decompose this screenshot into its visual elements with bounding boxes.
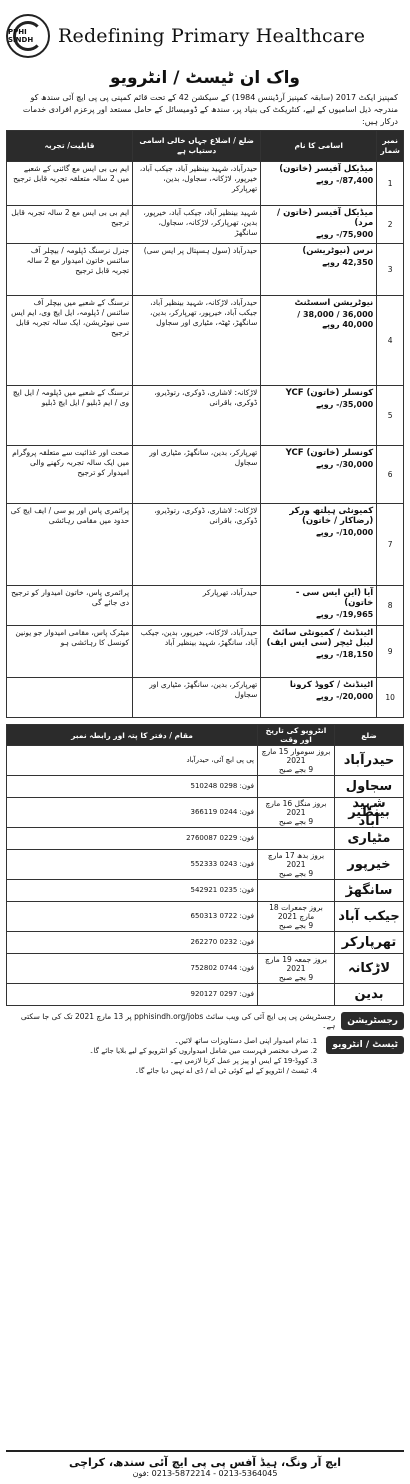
tagline: Redefining Primary Healthcare — [58, 25, 366, 47]
job-qualification: ایم بی بی ایس مع 2 سالہ تجربہ قابل ترجیح — [7, 206, 133, 244]
job-post — [261, 244, 377, 296]
job-row — [7, 296, 404, 386]
job-districts: لاڑکانہ: لاشاری، ڈوکری، رتوڈیرو، ڈوکری، باقرانی — [133, 386, 261, 446]
job-serial: 2 — [377, 206, 404, 244]
job-post-title: کونسلر (خاتون) YCF — [285, 388, 374, 398]
job-qualification: پرائمری پاس اور یو سی / ایف ایچ کی حدود میں مقامی رہائشی — [7, 504, 133, 586]
schedule-district: مٹیاری — [335, 828, 404, 850]
schedule-date — [258, 850, 335, 880]
job-serial: 1 — [377, 162, 404, 206]
job-row — [7, 386, 404, 446]
schedule-row — [7, 954, 404, 984]
schedule-district: لاڑکانہ — [335, 954, 404, 984]
notes-list — [89, 1036, 320, 1116]
job-qualification: میٹرک پاس، مقامی امیدوار جو یونین کونسل کا رہائشی ہو — [7, 626, 133, 678]
col-district: ضلع / اضلاع جہاں خالی اسامی دستیاب ہے — [133, 131, 261, 162]
schedule-row — [7, 880, 404, 902]
jobs-header-row — [7, 131, 404, 162]
footer-phones: 0213-5364045 - 0213-5872214 :فون — [132, 1469, 278, 1478]
job-serial: 7 — [377, 504, 404, 586]
job-serial: 3 — [377, 244, 404, 296]
job-post — [261, 586, 377, 626]
schedule-district: بدین — [335, 984, 404, 1006]
job-post — [261, 296, 377, 386]
registration-text: رجسٹریشن پی پی ایچ آئی کی ویب سائٹ pphisindh.org/jobs پر 13 مارچ 2021 تک کی جا سکتی ہے۔ — [20, 1012, 336, 1030]
schedule-address: فون: 0744 752802 — [7, 954, 258, 984]
footer-address: ایچ آر ونگ، ہیڈ آفس پی پی ایچ آئی سندھ، کراچی — [68, 1456, 342, 1469]
schedule-time: 9 بجے صبح — [278, 921, 314, 930]
intro-text: کمپنیز ایکٹ 2017 (سابقہ کمپنیز آرڈیننس 1984) کے سیکشن 42 کے تحت قائم کمپنی پی پی ایچ آئی سندھ کو مندرجہ ذیل اسامیوں کے لیے، کنٹریکٹ کی بنیاد پر، سندھ کے ڈومیسائل کے حامل مستعد اور پرعزم افرادی خدمات درکار ہیں: — [22, 93, 398, 126]
registration-row — [6, 1006, 404, 1036]
schedule-address: فون: 0232 262270 — [7, 932, 258, 954]
job-qualification: جنرل نرسنگ ڈپلومہ / بیچلر آف سائنس خاتون امیدوار مع 2 سالہ تجربہ قابل ترجیح — [7, 244, 133, 296]
schedule-row — [7, 776, 404, 798]
registration-label: رجسٹریشن — [341, 1012, 404, 1030]
job-post-title: کمیونٹی ہیلتھ ورکر (رضاکار / خاتون) — [289, 506, 374, 526]
job-districts: شہید بینظیر آباد، جیکب آباد، خیرپور، بدین، تھرپارکر، لاڑکانہ، سجاول، سانگھڑ — [133, 206, 261, 244]
schedule-date — [258, 984, 335, 1006]
schedule-address: فون: 0243 552333 — [7, 850, 258, 880]
schedule-date — [258, 954, 335, 984]
job-post-title: میڈیکل آفیسر (خاتون) — [279, 164, 374, 174]
footer — [6, 1450, 404, 1478]
schedule-date — [258, 798, 335, 828]
job-districts: حیدرآباد، لاڑکانہ، خیرپور، بدین، جیکب آباد، سانگھڑ، شہید بینظیر آباد — [133, 626, 261, 678]
schedule-district: سجاول — [335, 776, 404, 798]
schedule-date — [258, 776, 335, 798]
job-post — [261, 162, 377, 206]
job-districts: تھرپارکر، بدین، سانگھڑ، مٹیاری اور سجاول — [133, 446, 261, 504]
job-serial: 5 — [377, 386, 404, 446]
job-salary: 35,000/- روپے — [316, 400, 374, 409]
job-serial: 4 — [377, 296, 404, 386]
job-serial: 9 — [377, 626, 404, 678]
schedule-date-text: بروز جمعرات 18 مارچ 2021 — [269, 903, 323, 921]
schedule-time: 9 بجے صبح — [278, 973, 314, 982]
job-qualification: نرسنگ کے شعبے میں ڈپلومہ / ایل ایچ وی / ایم ڈبلیو / ایل ایچ ڈبلیو — [7, 386, 133, 446]
job-row — [7, 446, 404, 504]
job-qualification: پرائمری پاس، خاتون امیدوار کو ترجیح دی جائے گی — [7, 586, 133, 626]
schedule-date-text: بروز بدھ 17 مارچ 2021 — [267, 851, 325, 869]
job-row — [7, 162, 404, 206]
job-salary: 18,150/- روپے — [316, 650, 374, 659]
note-item: 3. کووڈ-19 کے ایس او پیز پر عمل کرنا لازمی ہے۔ — [89, 1056, 308, 1066]
job-row — [7, 678, 404, 718]
schedule-row — [7, 746, 404, 776]
job-districts: تھرپارکر، بدین، سانگھڑ، مٹیاری اور سجاول — [133, 678, 261, 718]
note-item: 2. صرف مختصر فہرست میں شامل امیدواروں کو انٹرویو کے لیے بلایا جائے گا۔ — [89, 1046, 308, 1056]
job-salary: 87,400/- روپے — [316, 176, 374, 185]
job-post — [261, 678, 377, 718]
test-label: ٹیسٹ / انٹرویو — [326, 1036, 404, 1054]
schedule-district: جیکب آباد — [335, 902, 404, 932]
job-post — [261, 504, 377, 586]
job-salary: 10,000/- روپے — [316, 528, 374, 537]
job-post-title: آیا (این ایس سی - خاتون) — [295, 588, 374, 608]
schedule-address: فون: 0297 920127 — [7, 984, 258, 1006]
schedule-date — [258, 880, 335, 902]
schedule-address: فون: 0244 366119 — [7, 798, 258, 828]
job-districts: حیدرآباد، لاڑکانہ، شہید بینظیر آباد، جیکب آباد، خیرپور، تھرپارکر، بدین، سانگھڑ، ٹھٹہ، مٹیاری اور سجاول — [133, 296, 261, 386]
job-serial: 6 — [377, 446, 404, 504]
job-row — [7, 504, 404, 586]
schedule-date — [258, 932, 335, 954]
job-districts: حیدرآباد، شہید بینظیر آباد، جیکب آباد، خیرپور، لاڑکانہ، سجاول، بدین، تھرپارکر — [133, 162, 261, 206]
schedule-district: سانگھڑ — [335, 880, 404, 902]
schedule-table — [6, 724, 404, 1006]
schedule-header-row — [7, 725, 404, 746]
schedule-district: تھرپارکر — [335, 932, 404, 954]
job-districts: حیدرآباد (سول ہسپتال پر ایس سی) — [133, 244, 261, 296]
job-row — [7, 244, 404, 296]
col-post: اسامی کا نام — [261, 131, 377, 162]
note-item: 4. ٹیسٹ / انٹرویو کے لیے کوئی ٹی اے / ڈی اے نہیں دیا جائے گا۔ — [89, 1066, 308, 1076]
job-row — [7, 626, 404, 678]
job-qualification: نرسنگ کے شعبے میں بیچلر آف سائنس / ڈپلومہ، ایل ایچ وی، ایم ایس سی نیوٹریشن، ایک سالہ تجربہ قابل ترجیح — [7, 296, 133, 386]
schedule-row — [7, 932, 404, 954]
schedule-address: فون: 0235 542921 — [7, 880, 258, 902]
job-salary: 20,000/- روپے — [316, 692, 374, 701]
schedule-address: پی پی ایچ آئی، حیدرآباد — [7, 746, 258, 776]
schedule-date — [258, 746, 335, 776]
job-post-title: کونسلر (خاتون) YCF — [285, 448, 374, 458]
schedule-date-text: بروز جمعہ 19 مارچ 2021 — [265, 955, 327, 973]
pphi-logo: PPHI SINDH — [6, 14, 50, 58]
job-post — [261, 206, 377, 244]
schedule-district: خیرپور — [335, 850, 404, 880]
schedule-date-text: بروز سوموار 15 مارچ 2021 — [261, 747, 331, 765]
schedule-time: 9 بجے صبح — [278, 765, 314, 774]
job-row — [7, 586, 404, 626]
job-qualification — [7, 678, 133, 718]
schedule-row — [7, 828, 404, 850]
sched-col-district: ضلع — [335, 725, 404, 746]
job-post-title: اٹینڈنٹ / کووڈ کرونا — [289, 680, 374, 690]
job-salary: 19,965/- روپے — [316, 610, 374, 619]
job-post-title: نیوٹریشن اسسٹنٹ — [294, 298, 374, 308]
test-notes — [6, 1036, 404, 1116]
page-title: واک ان ٹیسٹ / انٹرویو — [110, 68, 300, 88]
job-salary: 75,900/- روپے — [316, 230, 374, 239]
schedule-body — [7, 746, 404, 1006]
sched-col-address: مقام / دفتر کا پتہ اور رابطہ نمبر — [7, 725, 258, 746]
job-post-title: اٹینڈنٹ / کمیونٹی سائٹ لیبل ٹیچر (سی ایس ایف) — [266, 628, 374, 648]
job-post — [261, 386, 377, 446]
jobs-table — [6, 130, 404, 718]
job-districts: حیدرآباد، تھرپارکر — [133, 586, 261, 626]
header — [6, 0, 404, 64]
job-salary: 30,000/- روپے — [316, 460, 374, 469]
schedule-district: حیدرآباد — [335, 746, 404, 776]
job-post-title: نرس (نیوٹریشن) — [302, 246, 374, 256]
job-serial: 10 — [377, 678, 404, 718]
job-salary: 36,000 / 38,000 / 40,000 روپے — [297, 310, 374, 329]
job-salary: 42,350 روپے — [322, 258, 374, 267]
jobs-body — [7, 162, 404, 718]
schedule-row — [7, 984, 404, 1006]
col-serial: نمبر شمار — [377, 131, 404, 162]
schedule-date — [258, 902, 335, 932]
schedule-date — [258, 828, 335, 850]
note-item: 1. تمام امیدوار اپنی اصل دستاویزات ساتھ لائیں۔ — [89, 1036, 308, 1046]
sched-col-date: انٹرویو کی تاریخ اور وقت — [258, 725, 335, 746]
schedule-time: 9 بجے صبح — [278, 869, 314, 878]
schedule-row — [7, 850, 404, 880]
schedule-address: فون: 0298 510248 — [7, 776, 258, 798]
job-post-title: میڈیکل آفیسر (خاتون / مرد) — [277, 208, 374, 228]
schedule-address: فون: 0229 2760087 — [7, 828, 258, 850]
job-row — [7, 206, 404, 244]
schedule-date-text: بروز منگل 16 مارچ 2021 — [265, 799, 327, 817]
job-post — [261, 626, 377, 678]
schedule-time: 9 بجے صبح — [278, 817, 314, 826]
schedule-row — [7, 902, 404, 932]
job-serial: 8 — [377, 586, 404, 626]
schedule-district: شہید بینظیر آباد — [335, 798, 404, 828]
job-post — [261, 446, 377, 504]
schedule-row — [7, 798, 404, 828]
col-qualification: قابلیت/ تجربہ — [7, 131, 133, 162]
job-qualification: ایم بی بی ایس مع گائنی کے شعبے میں 2 سالہ متعلقہ تجربہ قابل ترجیح — [7, 162, 133, 206]
job-qualification: صحت اور غذائیت سے متعلقہ پروگرام میں ایک سالہ تجربہ رکھنے والی امیدوار کو ترجیح — [7, 446, 133, 504]
job-districts: لاڑکانہ: لاشاری، ڈوکری، رتوڈیرو، ڈوکری، باقرانی — [133, 504, 261, 586]
schedule-address: فون: 0722 650313 — [7, 902, 258, 932]
